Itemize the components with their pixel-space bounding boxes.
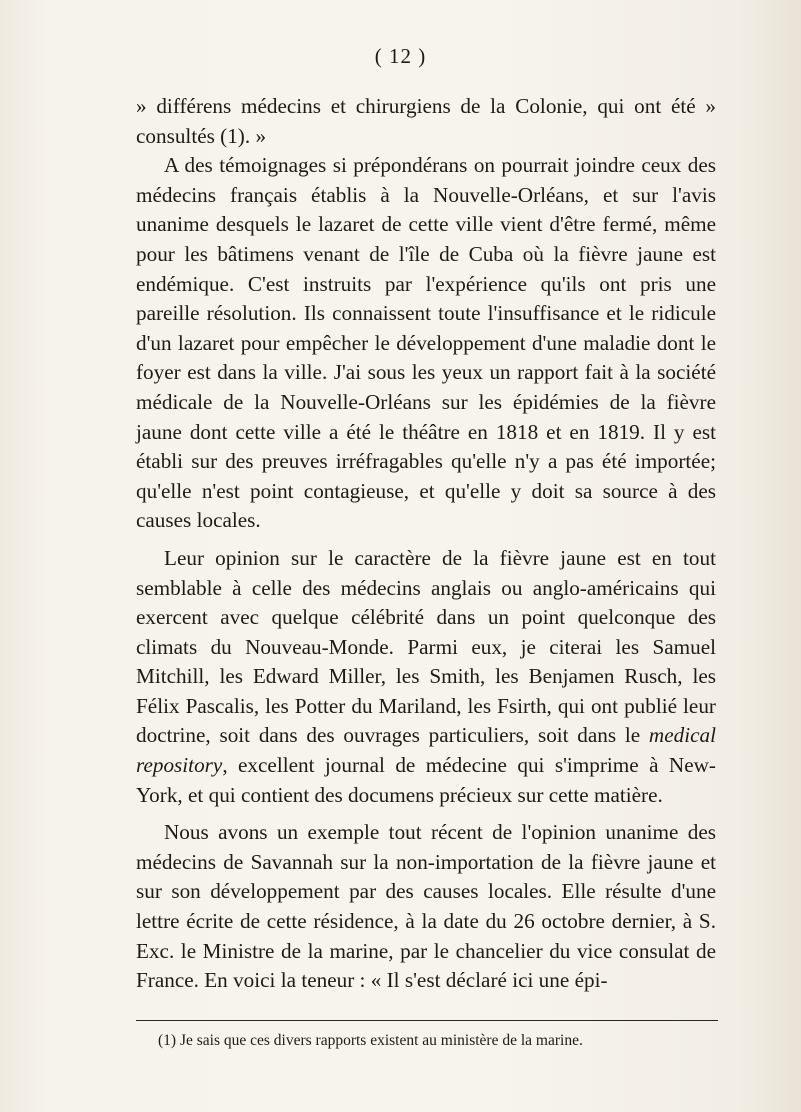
paragraph-quote-end: » différens médecins et chirurgiens de la Colonie, qui ont été » consultés (1). »: [136, 94, 716, 148]
body-text: [136, 92, 716, 996]
footnote: (1) Je sais que ces divers rapports existent au ministère de la marine.: [158, 1032, 583, 1049]
paragraph-leur-text-1: Leur opinion sur le caractère de la fièvre jaune est en tout semblable à celle des médecins anglais ou anglo-américains qui exercent avec quelque célébrité dans un point quelconque des climats du Nouveau-Monde. Parmi eux, je citerai les Samuel Mitchill, les Edward Miller, les Smith, les Benjamen Rusch, les Félix Pascalis, les Potter du Mariland, les Fsirth, qui ont publié leur doctrine, soit dans des ouvrages particuliers, soit dans le: [136, 545, 716, 748]
paragraph-nouvelle-orleans: A des témoignages si prépondérans on pourrait joindre ceux des médecins français établis à la Nouvelle-Orléans, et sur l'avis unanime desquels le lazaret de cette ville vient d'être fermé, même pour les bâtimens venant de l'île de Cuba où la fièvre jaune est endémique. C'est instruits par l'expérience qu'ils ont pris une pareille résolution. Ils connaissent toute l'insuffisance et le ridicule d'un lazaret pour empêcher le développement d'une maladie dont le foyer est dans la ville. J'ai sous les yeux un rapport fait à la société médicale de la Nouvelle-Orléans sur les épidémies de la fièvre jaune dont cette ville a été le théâtre en 1818 et en 1819. Il y est établi sur des preuves irréfragables qu'elle n'y a pas été importée; qu'elle n'est point contagieuse, et qu'elle y doit sa source à des causes locales.: [136, 153, 716, 533]
paragraph-savannah: Nous avons un exemple tout récent de l'opinion unanime des médecins de Savannah sur la non-importation de la fièvre jaune et sur son développement par des causes locales. Elle résulte d'une lettre écrite de cette résidence, à la date du 26 octobre dernier, à S. Exc. le Ministre de la marine, par le chancelier du vice consulat de France. En voici la teneur : « Il s'est déclaré ici une épi-: [136, 820, 716, 993]
footnote-rule: [136, 1020, 718, 1021]
journal-title: medical repository: [136, 723, 716, 778]
paragraph-leur-text-2: , excellent journal de médecine qui s'imprime à New-York, et qui contient des documens précieux sur cette matière.: [136, 753, 716, 807]
page-number: ( 12 ): [374, 44, 427, 68]
paragraph-leur-opinion: [136, 544, 716, 810]
